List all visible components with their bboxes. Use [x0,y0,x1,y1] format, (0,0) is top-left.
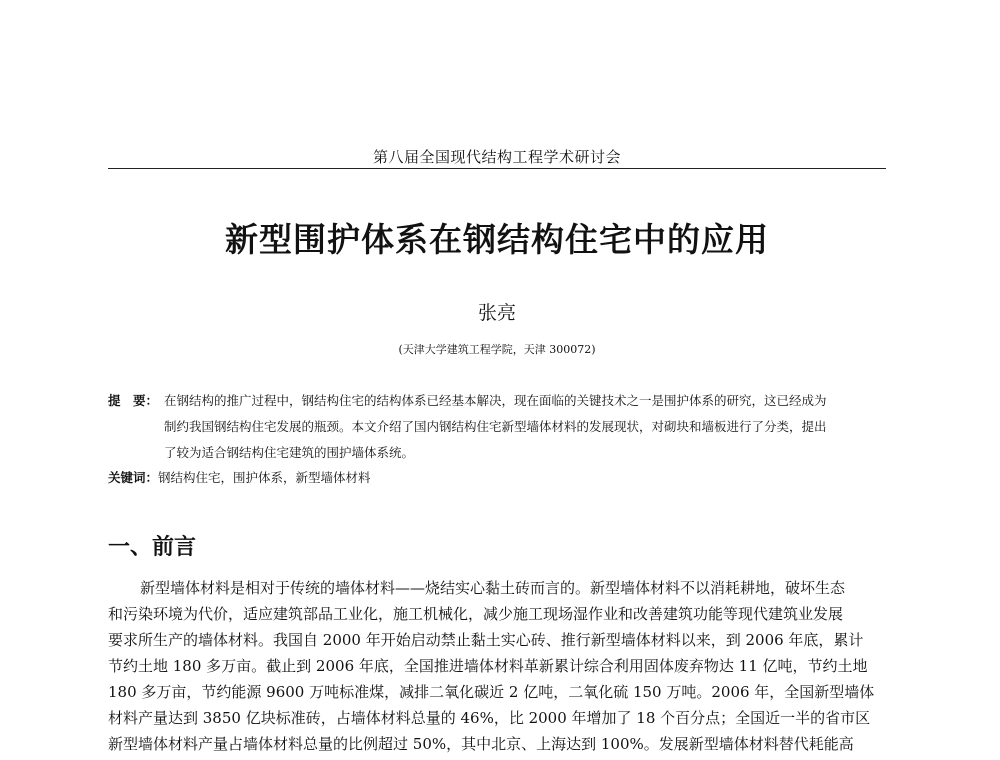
body-line: 要求所生产的墙体材料。我国自 2000 年开始启动禁止黏土实心砖、推行新型墙体材料以来，到 2006 年底，累计 [108,631,864,649]
body-paragraph [108,575,886,757]
abstract-label: 提 要： [108,393,159,408]
body-line: 节约土地 180 多万亩。截止到 2006 年底，全国推进墙体材料革新累计综合利用固体废弃物达 11 亿吨，节约土地 [108,657,868,675]
abstract-line: 制约我国钢结构住宅发展的瓶颈。本文介绍了国内钢结构住宅新型墙体材料的发展现状，对砌块和墙板进行了分类，提出 [164,419,827,434]
running-header: 第八届全国现代结构工程学术研讨会 [372,148,621,166]
author-name: 张亮 [477,302,516,324]
body-line: 和污染环境为代价，适应建筑部品工业化，施工机械化，减少施工现场湿作业和改善建筑功能等现代建筑业发展 [108,605,844,623]
keywords [108,467,886,489]
author-affiliation: (天津大学建筑工程学院，天津 300072) [398,343,596,356]
abstract [108,388,886,466]
abstract-line: 了较为适合钢结构住宅建筑的围护墙体系统。 [164,445,415,460]
paper-title: 新型围护体系在钢结构住宅中的应用 [225,220,769,259]
body-line: 材料产量达到 3850 亿块标准砖，占墙体材料总量的 46%，比 2000 年增加了 18 个百分点；全国近一半的省市区 [108,709,871,727]
body-line: 180 多万亩，节约能源 9600 万吨标准煤，减排二氧化碳近 2 亿吨，二氧化硫 150 万吨。2006 年，全国新型墙体 [108,683,875,701]
keywords-text: 钢结构住宅，围护体系，新型墙体材料 [158,470,371,485]
section-heading: 一、前言 [108,535,197,560]
body-line: 新型墙体材料产量占墙体材料总量的比例超过 50%，其中北京、上海达到 100%。发展新型墙体材料替代耗能高 [108,735,854,753]
abstract-line: 在钢结构的推广过程中，钢结构住宅的结构体系已经基本解决，现在面临的关键技术之一是围护体系的研究，这已经成为 [164,393,827,408]
body-line: 新型墙体材料是相对于传统的墙体材料——烧结实心黏土砖而言的。新型墙体材料不以消耗耕地，破坏生态 [140,579,846,597]
header-rule [108,168,886,169]
keywords-label: 关键词： [108,470,159,485]
